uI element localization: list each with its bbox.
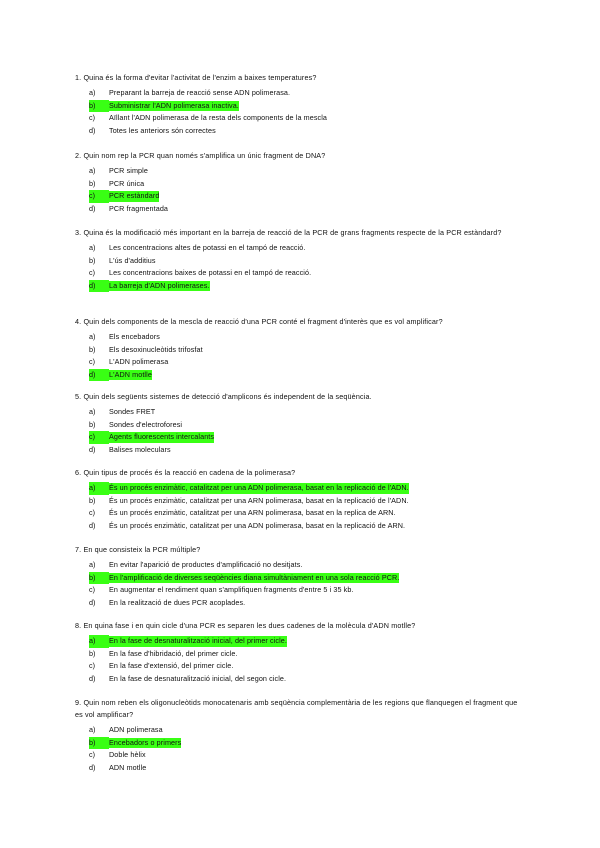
question-text: 7. En que consisteix la PCR múltiple?	[75, 545, 201, 554]
question-1	[75, 72, 525, 137]
option-text: En la fase d'hibridació, del primer cicle.	[109, 648, 238, 658]
option-letter: c)	[89, 357, 95, 366]
options-list	[75, 482, 525, 532]
option-text: Preparant la barreja de reacció sense ADN polimerasa.	[109, 88, 291, 97]
question-text: 9. Quin nom reben els oligonucleòtids monocatenaris amb seqüència complementària de les regions que flanquegen el fragment que es vol amplificar?	[75, 698, 518, 719]
highlighted-answer-option	[75, 572, 525, 585]
answer-option	[75, 255, 525, 268]
answer-option	[75, 660, 525, 673]
answer-option	[75, 444, 525, 457]
option-letter: b)	[89, 572, 109, 585]
question-text: 5. Quin dels següents sistemes de detecció d'amplicons és independent de la seqüència.	[75, 392, 372, 401]
option-letter: d)	[89, 597, 96, 607]
options-list	[75, 87, 525, 137]
option-letter: c)	[89, 190, 109, 203]
highlighted-answer-option	[75, 280, 525, 293]
highlighted-answer-option	[75, 431, 525, 444]
option-text: Els desoxinucleòtids trifosfat	[109, 344, 203, 354]
question-4	[75, 316, 525, 381]
answer-option	[75, 559, 525, 572]
option-text: Sondes d'electroforesi	[109, 419, 183, 429]
option-text: PCR simple	[109, 166, 148, 175]
question-text: 6. Quin tipus de procés és la reacció en cadena de la polimerasa?	[75, 468, 296, 477]
option-text: L'ADN polimerasa	[109, 357, 169, 366]
option-letter: d)	[89, 673, 96, 683]
option-letter: a)	[89, 166, 96, 175]
option-letter: d)	[89, 125, 96, 135]
option-letter: d)	[89, 520, 96, 530]
option-text: PCR fragmentada	[109, 203, 169, 213]
question-5	[75, 391, 525, 456]
option-text: En la fase de desnaturalització inicial, del segon cicle.	[109, 673, 287, 683]
option-text: En evitar l'aparició de productes d'amplificació no desitjats.	[109, 560, 303, 569]
answer-option	[75, 762, 525, 775]
option-letter: b)	[89, 344, 96, 354]
option-text: Subministrar l'ADN polimerasa inactiva.	[109, 100, 239, 110]
answer-option	[75, 356, 525, 369]
options-list	[75, 559, 525, 609]
option-letter: b)	[89, 737, 109, 750]
option-text: És un procés enzimàtic, catalitzat per una ARN polimerasa, basat en la replica de ARN.	[109, 508, 396, 517]
answer-option	[75, 597, 525, 610]
option-text: Sondes FRET	[109, 407, 156, 416]
option-letter: b)	[89, 648, 96, 658]
answer-option	[75, 112, 525, 125]
answer-option	[75, 724, 525, 737]
question-text: 1. Quina és la forma d'evitar l'activitat de l'enzim a baixes temperatures?	[75, 73, 317, 82]
answer-option	[75, 507, 525, 520]
option-text: Totes les anteriors són correctes	[109, 125, 216, 135]
option-letter: d)	[89, 203, 96, 213]
option-letter: a)	[89, 482, 109, 495]
option-text: En la fase d'extensió, del primer cicle.	[109, 661, 234, 670]
options-list	[75, 724, 525, 774]
options-list	[75, 331, 525, 381]
option-text: És un procés enzimàtic, catalitzat per una ADN polimerasa, basat en la replicació de l'ADN.	[109, 483, 409, 492]
option-letter: d)	[89, 444, 96, 454]
question-text: 3. Quina és la modificació més important en la barreja de reacció de la PCR de grans fragments respecte de la PCR estàndard?	[75, 228, 502, 237]
option-letter: c)	[89, 750, 95, 759]
option-letter: b)	[89, 178, 96, 188]
option-letter: a)	[89, 635, 109, 648]
answer-option	[75, 267, 525, 280]
question-text: 4. Quin dels components de la mescla de reacció d'una PCR conté el fragment d'interès que es vol amplificar?	[75, 317, 443, 326]
question-8	[75, 620, 525, 685]
option-letter: b)	[89, 495, 96, 505]
option-letter: b)	[89, 100, 109, 113]
highlighted-answer-option	[75, 369, 525, 382]
option-letter: c)	[89, 431, 109, 444]
answer-option	[75, 749, 525, 762]
answer-option	[75, 87, 525, 100]
answer-option	[75, 125, 525, 138]
option-letter: b)	[89, 419, 96, 429]
answer-option	[75, 648, 525, 661]
answer-option	[75, 203, 525, 216]
option-letter: d)	[89, 762, 96, 772]
option-text: ADN motlle	[109, 762, 147, 772]
option-text: Les concentracions baixes de potassi en el tampó de reacció.	[109, 268, 312, 277]
question-text: 8. En quina fase i en quin cicle d'una PCR es separen les dues cadenes de la molècula d'ADN motlle?	[75, 621, 416, 630]
options-list	[75, 406, 525, 456]
options-list	[75, 242, 525, 292]
option-text: Aïllant l'ADN polimerasa de la resta dels components de la mescla	[109, 113, 328, 122]
answer-option	[75, 344, 525, 357]
answer-option	[75, 406, 525, 419]
answer-option	[75, 242, 525, 255]
highlighted-answer-option	[75, 482, 525, 495]
option-text: PCR única	[109, 178, 145, 188]
answer-option	[75, 178, 525, 191]
option-letter: d)	[89, 280, 109, 293]
option-letter: a)	[89, 560, 96, 569]
options-list	[75, 635, 525, 685]
highlighted-answer-option	[75, 100, 525, 113]
option-letter: a)	[89, 407, 96, 416]
option-letter: a)	[89, 243, 96, 252]
option-text: Balises moleculars	[109, 444, 171, 454]
option-letter: d)	[89, 369, 109, 382]
option-letter: c)	[89, 113, 95, 122]
question-text: 2. Quin nom rep la PCR quan només s'amplifica un únic fragment de DNA?	[75, 151, 326, 160]
option-letter: c)	[89, 661, 95, 670]
option-text: És un procés enzimàtic, catalitzat per una ADN polimerasa, basat en la replicació de ARN.	[109, 520, 406, 530]
option-text: En l'amplificació de diverses seqüències diana simultàniament en una sola reacció PCR.	[109, 572, 400, 582]
option-text: PCR estàndard	[109, 191, 160, 200]
option-text: Agents fluorescents intercalants	[109, 432, 215, 441]
option-letter: c)	[89, 268, 95, 277]
question-9	[75, 697, 525, 774]
question-3	[75, 227, 525, 292]
option-letter: a)	[89, 88, 96, 97]
option-letter: a)	[89, 725, 96, 734]
option-text: En augmentar el rendiment quan s'amplifiquen fragments d'entre 5 i 35 kb.	[109, 585, 354, 594]
option-text: Encebadors o primers	[109, 737, 182, 747]
highlighted-answer-option	[75, 190, 525, 203]
highlighted-answer-option	[75, 635, 525, 648]
answer-option	[75, 419, 525, 432]
answer-option	[75, 584, 525, 597]
option-text: Els encebadors	[109, 332, 160, 341]
option-text: En la realització de dues PCR acoplades.	[109, 597, 246, 607]
option-letter: c)	[89, 585, 95, 594]
answer-option	[75, 331, 525, 344]
answer-option	[75, 495, 525, 508]
option-letter: b)	[89, 255, 96, 265]
option-text: L'ús d'additius	[109, 255, 156, 265]
option-letter: a)	[89, 332, 96, 341]
options-list	[75, 165, 525, 215]
option-text: Doble hèlix	[109, 750, 146, 759]
option-text: L'ADN motlle	[109, 369, 152, 379]
option-text: ADN polimerasa	[109, 725, 163, 734]
answer-option	[75, 673, 525, 686]
option-text: Les concentracions altes de potassi en el tampó de reacció.	[109, 243, 306, 252]
question-6	[75, 467, 525, 532]
option-text: És un procés enzimàtic, catalitzat per una ARN polimerasa, basat en la replicació de l'ADN.	[109, 495, 409, 505]
option-letter: c)	[89, 508, 95, 517]
answer-option	[75, 520, 525, 533]
option-text: En la fase de desnaturalització inicial, del primer cicle.	[109, 636, 287, 645]
question-7	[75, 544, 525, 609]
option-text: La barreja d'ADN polimerases.	[109, 280, 210, 290]
highlighted-answer-option	[75, 737, 525, 750]
answer-option	[75, 165, 525, 178]
question-2	[75, 150, 525, 215]
